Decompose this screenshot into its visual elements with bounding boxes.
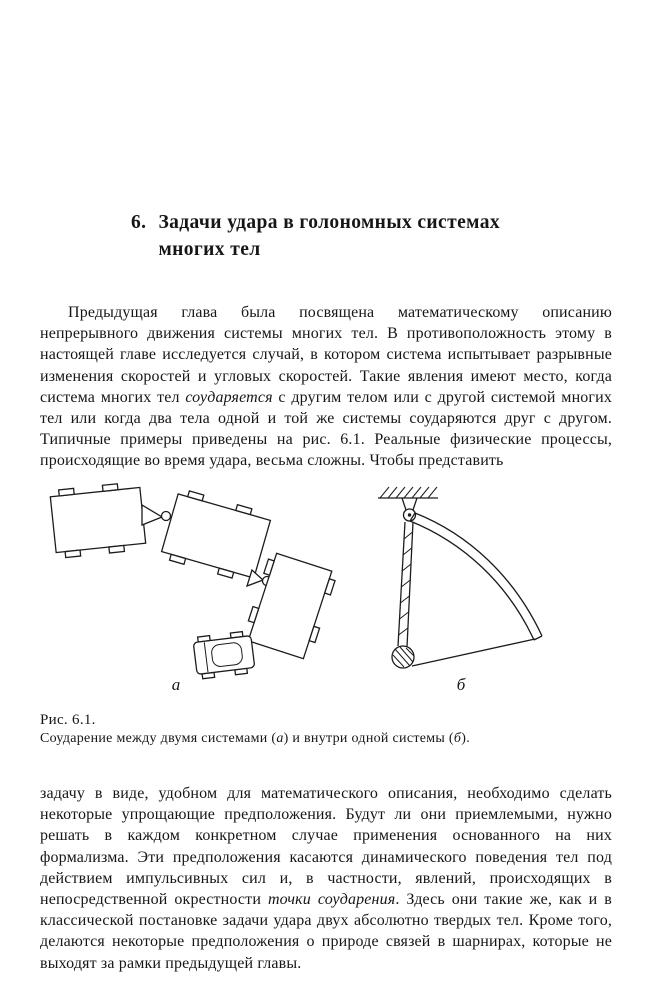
paragraph-1-emphasis: соударяется xyxy=(185,388,273,406)
bell-body xyxy=(410,513,542,640)
caption-label-a: а xyxy=(276,731,284,746)
figure-6-1 xyxy=(30,476,610,704)
trailer-1 xyxy=(50,481,147,558)
chapter-title-line2: многих тел xyxy=(158,239,261,261)
car xyxy=(193,631,256,680)
figure-6-1-drawing xyxy=(30,476,610,704)
paragraph-2-text: задачу в виде, удобном для математического описания, необходимо сделать некоторые упрощающие предположения. Будут ли они приемлемыми, нужно решать в каждом конкретном случае применения основанного на них формализма. Эти предположения касаются динамического поведения тел под действием импульсивных сил и, в частности, явлений, происходящих в непосредственной окрестности xyxy=(40,785,612,909)
bell-mouth-line xyxy=(412,639,535,666)
figure-b-group xyxy=(378,487,542,694)
figure-caption-title: Рис. 6.1. xyxy=(40,712,96,728)
ceiling-hatch xyxy=(378,487,438,498)
chapter-number: 6. xyxy=(131,212,147,234)
paragraph-1-text-cont: с другим телом или с другой системой многих тел или когда два тела одной и той же системы соударяются друг с другом. Типичные примеры приведены на рис. 6.1. Реальные физические процессы, происходящие во время удара, весьма сложны. Чтобы представить xyxy=(40,388,613,470)
caption-text-part2: ) и внутри одной системы ( xyxy=(283,731,454,746)
figure-a-group xyxy=(50,481,338,694)
chapter-heading xyxy=(131,209,500,263)
figure-caption xyxy=(40,712,470,747)
paragraph-1-text: Предыдущая глава была посвящена математическому описанию непрерывного движения системы многих тел. В противоположность этому в настоящей главе исследуется случай, в котором система испытывает разрывные изменения скоростей и угловых скоростей. Такие явления имеют место, когда система многих тел xyxy=(40,304,612,406)
pivot-hinge xyxy=(402,498,417,521)
trailer-2 xyxy=(160,488,272,584)
chapter-title-line1: Задачи удара в голономных системах xyxy=(158,212,500,234)
hitch-1 xyxy=(142,505,171,525)
paragraph-2-emphasis: точки соударения xyxy=(267,891,396,909)
caption-label-b: б xyxy=(453,731,462,746)
clapper-ball xyxy=(392,646,414,668)
paragraph-2-text-cont: . Здесь они такие же, как и в классической постановке задачи удара двух абсолютно твердых тел. Кроме того, делаются некоторые предположения о природе связей в шарнирах, которые не выходят за рамки предыдущей главы. xyxy=(40,891,612,972)
caption-text-part3: ). xyxy=(461,731,471,746)
caption-text-part1: Соударение между двумя системами ( xyxy=(40,731,277,746)
clapper xyxy=(398,522,413,647)
figure-label-b: б xyxy=(456,675,466,694)
figure-caption-text xyxy=(40,731,470,747)
chapter-title xyxy=(158,209,500,263)
paragraph-2 xyxy=(40,783,612,974)
paragraph-1 xyxy=(40,302,612,472)
figure-label-a: а xyxy=(171,675,181,694)
